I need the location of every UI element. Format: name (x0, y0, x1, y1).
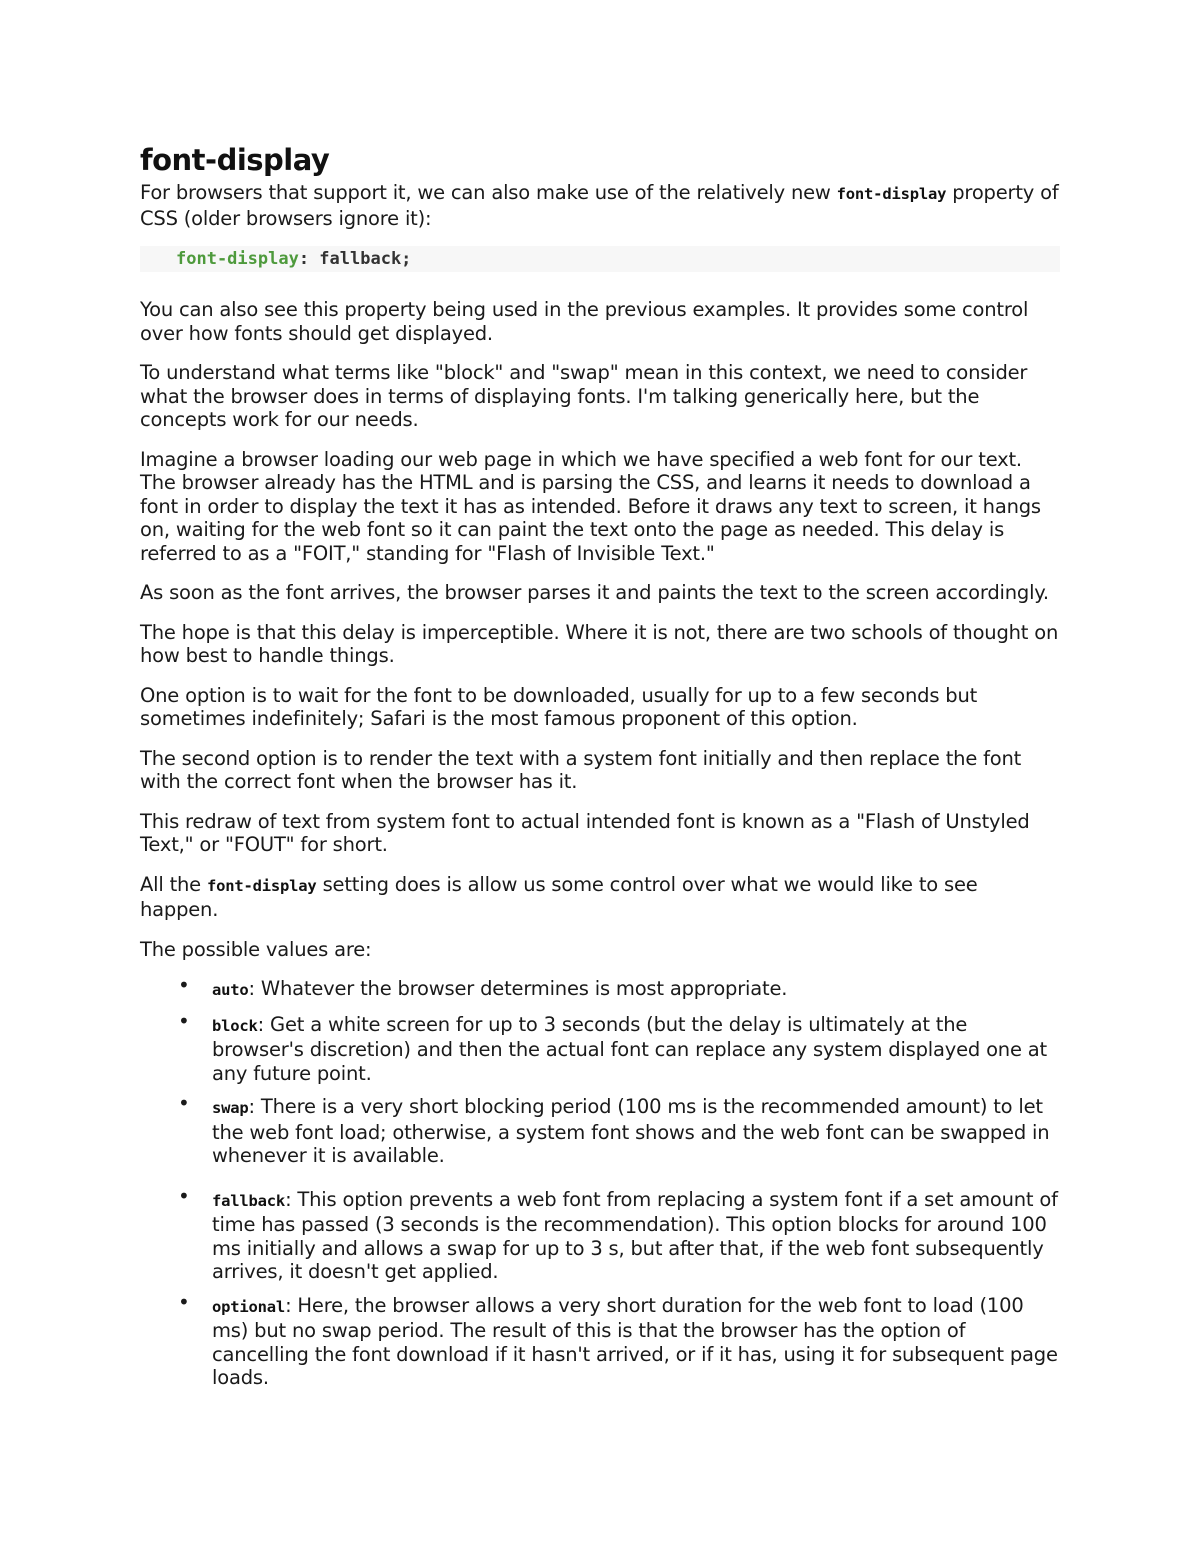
paragraph: To understand what terms like "block" and "swap" mean in this context, we need to consider what the browser does in terms of displaying fonts. I'm talking generically here, but the concepts work for our needs. (140, 361, 1028, 431)
inline-code: font-display (206, 876, 317, 895)
value-text: : There is a very short blocking period (100 ms is the recommended amount) to let the web font load; otherwise, a system font shows and the web font can be swapped in whenever it is available. (212, 1095, 1050, 1167)
value-code: auto (212, 981, 249, 999)
paragraph: Imagine a browser loading our web page in which we have specified a web font for our text. The browser already has the HTML and is parsing the CSS, and learns it needs to download a font in order to display the text it has as intended. Before it draws any text to screen, it hangs on, waiting for the web font so it can paint the text onto the page as needed. This delay is referred to as a "FOIT," standing for "Flash of Invisible Text." (140, 447, 1041, 565)
list-item (140, 1008, 1060, 1086)
bullet-icon: • (178, 973, 190, 997)
value-code: block (212, 1016, 258, 1035)
bullet-icon: • (178, 1091, 190, 1115)
list-item (140, 973, 1060, 1003)
value-code: swap (212, 1099, 249, 1117)
intro-text-after: property of CSS (older browsers ignore it): (140, 181, 1059, 230)
paragraph: One option is to wait for the font to be downloaded, usually for up to a few seconds but sometimes indefinitely; Safari is the most famous proponent of this option. (140, 683, 978, 730)
value-text: : Whatever the browser determines is most appropriate. (248, 977, 788, 1000)
setting-text-after: setting does is allow us some control over what we would like to see happen. (140, 872, 978, 921)
paragraph: As soon as the font arrives, the browser parses it and paints the text to the screen accordingly. (140, 581, 1049, 604)
values-intro: The possible values are: (140, 937, 372, 961)
bullet-icon: • (178, 1289, 190, 1314)
code-property: font-display (176, 249, 299, 269)
value-text: : Get a white screen for up to 3 seconds (but the delay is ultimately at the browser's discretion) and then the actual font can replace any system displayed one at any future point. (212, 1012, 1047, 1085)
list-item (140, 1091, 1060, 1168)
paragraph: This redraw of text from system font to actual intended font is known as a "Flash of Unstyled Text," or "FOUT" for short. (140, 809, 1030, 856)
list-item (140, 1183, 1060, 1284)
page-title: font-display (140, 143, 330, 177)
paragraph: The hope is that this delay is imperceptible. Where it is not, there are two schools of thought on how best to handle things. (140, 620, 1059, 667)
setting-text-before: All the (140, 872, 207, 896)
bullet-icon: • (178, 1183, 190, 1208)
values-list (140, 973, 1060, 1390)
intro-paragraph (140, 181, 1060, 230)
inline-code: font-display (836, 185, 947, 203)
setting-paragraph (140, 873, 1060, 922)
bullet-icon: • (178, 1008, 190, 1033)
value-code: fallback (212, 1191, 286, 1210)
value-code: optional (212, 1297, 286, 1316)
value-text: : Here, the browser allows a very short duration for the web font to load (100 ms) but no swap period. The result of this is that the browser has the option of cancelling the font download if it hasn't arrived, or if it has, using it for subsequent page loads. (212, 1293, 1058, 1389)
code-value: : fallback; (298, 249, 412, 269)
list-item (140, 1289, 1060, 1390)
intro-text-before: For browsers that support it, we can also make use of the relatively new (140, 181, 837, 204)
document-page (140, 143, 1060, 1400)
value-text: : This option prevents a web font from replacing a system font if a set amount of time has passed (3 seconds is the recommendation). This option blocks for around 100 ms initially and allows a swap for up to 3 s, but after that, if the web font subsequently arrives, it doesn't get applied. (212, 1187, 1058, 1283)
paragraph: The second option is to render the text with a system font initially and then replace the font with the correct font when the browser has it. (140, 746, 1022, 793)
code-block (140, 246, 1060, 272)
paragraph: You can also see this property being used in the previous examples. It provides some control over how fonts should get displayed. (140, 298, 1029, 345)
